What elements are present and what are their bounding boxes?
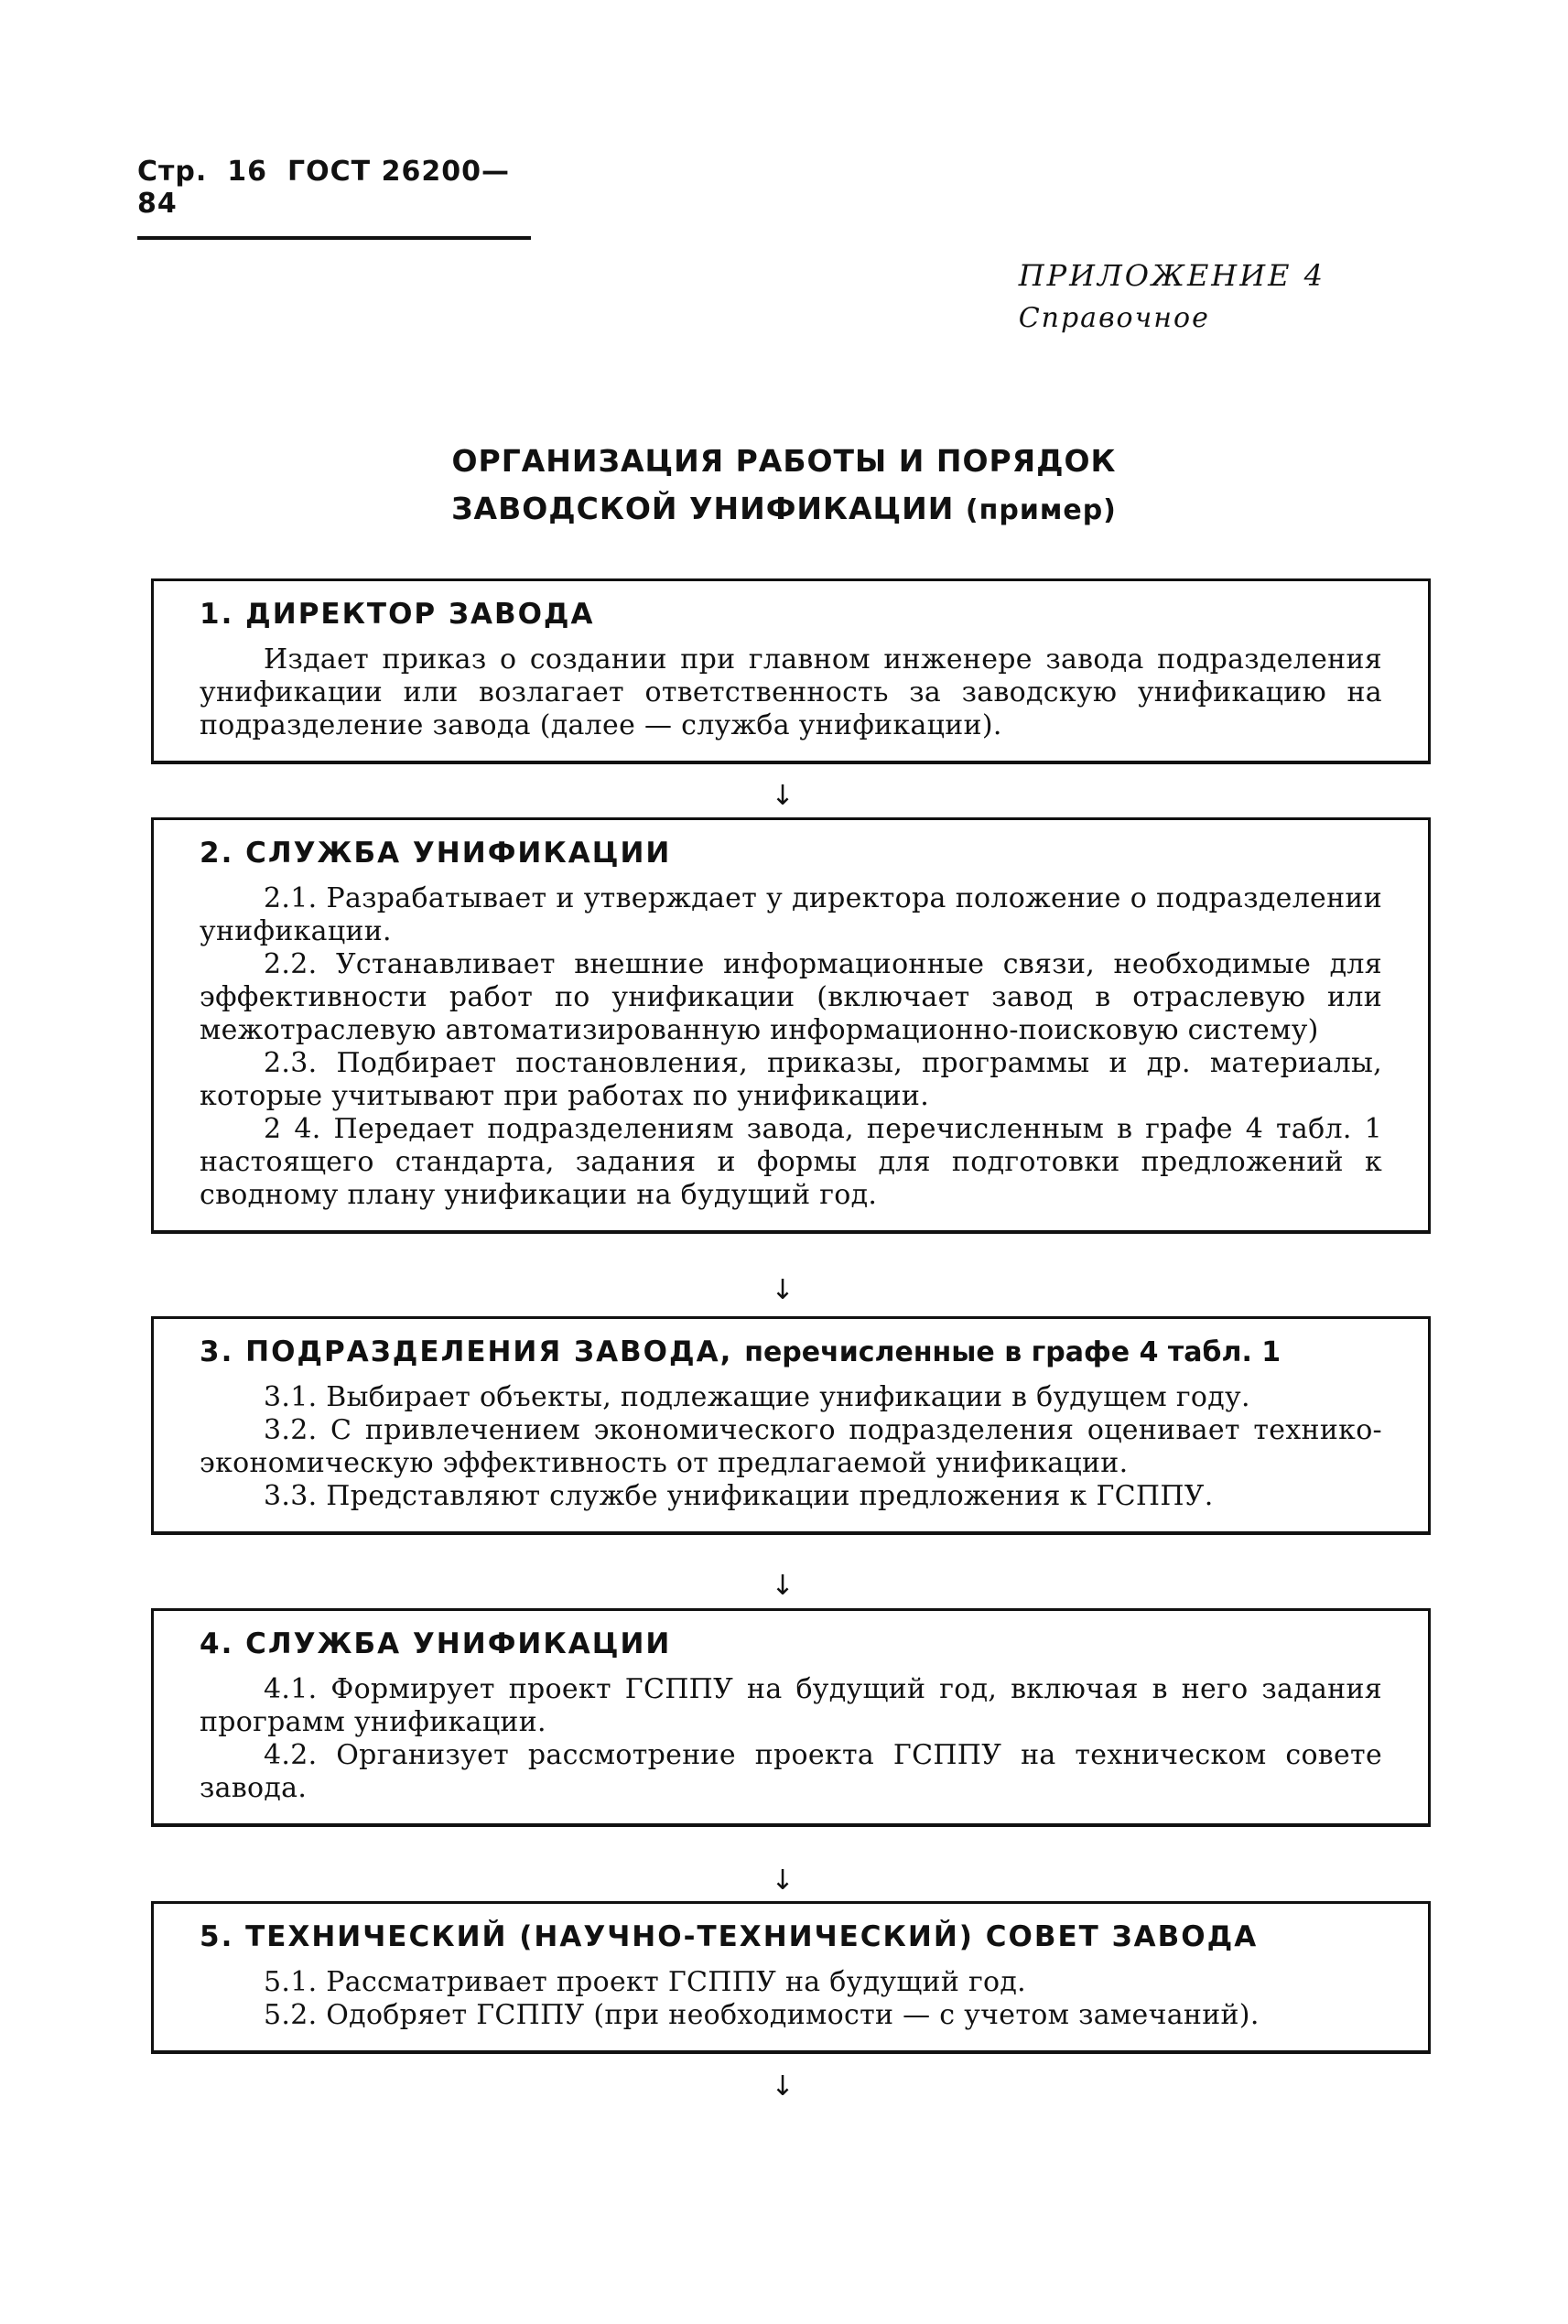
appendix-subtitle: Справочное bbox=[1018, 302, 1210, 334]
flow-box-paragraph: Издает приказ о создании при главном инженере завода подразделения унификации или возлагает ответственность за заводскую унификацию на подразделение завода (далее — служба унификации). bbox=[200, 643, 1382, 741]
document-title-line-2-main: ЗАВОДСКОЙ УНИФИКАЦИИ bbox=[451, 491, 955, 526]
flow-box-title: 2. СЛУЖБА УНИФИКАЦИИ bbox=[200, 837, 672, 870]
flow-box-unification-service bbox=[151, 817, 1431, 1234]
flow-box-plant-divisions bbox=[151, 1316, 1431, 1535]
document-title-line-2 bbox=[0, 485, 1568, 535]
document-title-line-1: ОРГАНИЗАЦИЯ РАБОТЫ И ПОРЯДОК bbox=[451, 443, 1117, 479]
flow-box-title: 5. ТЕХНИЧЕСКИЙ (НАУЧНО-ТЕХНИЧЕСКИЙ) СОВЕТ ЗАВОДА bbox=[200, 1920, 1259, 1953]
flow-box-technical-council bbox=[151, 1901, 1431, 2054]
flow-box-paragraph: 2.1. Разрабатывает и утверждает у директора положение о подразделении унификации. bbox=[200, 882, 1382, 947]
flow-box-title-suffix: перечисленные в графе 4 табл. 1 bbox=[744, 1336, 1281, 1368]
flow-box-paragraph: 2.2. Устанавливает внешние информационные связи, необходимые для эффективности работ по унификации (включает завод в отраслевую или межотраслевую автоматизированную информационно-поисковую систему) bbox=[200, 948, 1382, 1046]
arrow-down-icon: ↓ bbox=[771, 780, 795, 812]
flow-box-title: 1. ДИРЕКТОР ЗАВОДА bbox=[200, 598, 595, 631]
flow-box-paragraph: 2 4. Передает подразделениям завода, перечисленным в графе 4 табл. 1 настоящего стандарта, задания и формы для подготовки предложений к сводному плану унификации на будущий год. bbox=[200, 1113, 1382, 1211]
standard-code: ГОСТ 26200—84 bbox=[137, 156, 510, 220]
flow-box-paragraph: 4.1. Формирует проект ГСППУ на будущий год, включая в него задания программ унификации. bbox=[200, 1673, 1382, 1738]
flow-box-paragraph: 5.2. Одобряет ГСППУ (при необходимости — с учетом замечаний). bbox=[264, 1999, 1260, 2031]
flow-box-paragraph: 2.3. Подбирает постановления, приказы, программы и др. материалы, которые учитывают при работах по унификации. bbox=[200, 1047, 1382, 1112]
arrow-down-icon: ↓ bbox=[771, 1570, 795, 1602]
page-header bbox=[137, 156, 531, 240]
flow-box-title bbox=[200, 1335, 1382, 1368]
flow-box-paragraph: 3.2. С привлечением экономического подразделения оценивает технико-экономическую эффективность от предлагаемой унификации. bbox=[200, 1414, 1382, 1479]
flow-box-director bbox=[151, 578, 1431, 764]
arrow-down-icon: ↓ bbox=[771, 1865, 795, 1897]
flow-box-paragraph: 5.1. Рассматривает проект ГСППУ на будущий год. bbox=[264, 1966, 1026, 1998]
appendix-title: ПРИЛОЖЕНИЕ 4 bbox=[1018, 258, 1325, 293]
page-label: Стр. bbox=[137, 156, 208, 188]
page-number: 16 bbox=[227, 156, 268, 188]
document-title bbox=[0, 438, 1568, 535]
flow-box-paragraph: 3.3. Представляют службе унификации предложения к ГСППУ. bbox=[264, 1480, 1214, 1512]
flow-box-title: 4. СЛУЖБА УНИФИКАЦИИ bbox=[200, 1627, 672, 1660]
arrow-down-icon: ↓ bbox=[771, 1274, 795, 1306]
document-title-line-2-suffix: (пример) bbox=[965, 494, 1117, 526]
flow-box-unification-service-2 bbox=[151, 1608, 1431, 1827]
flow-box-title-main: 3. ПОДРАЗДЕЛЕНИЯ ЗАВОДА, bbox=[200, 1335, 733, 1368]
flow-box-paragraph: 4.2. Организует рассмотрение проекта ГСППУ на техническом совете завода. bbox=[200, 1739, 1382, 1804]
appendix-label bbox=[1019, 258, 1325, 334]
flow-box-paragraph: 3.1. Выбирает объекты, подлежащие унификации в будущем году. bbox=[264, 1381, 1250, 1413]
arrow-down-icon: ↓ bbox=[771, 2070, 795, 2102]
